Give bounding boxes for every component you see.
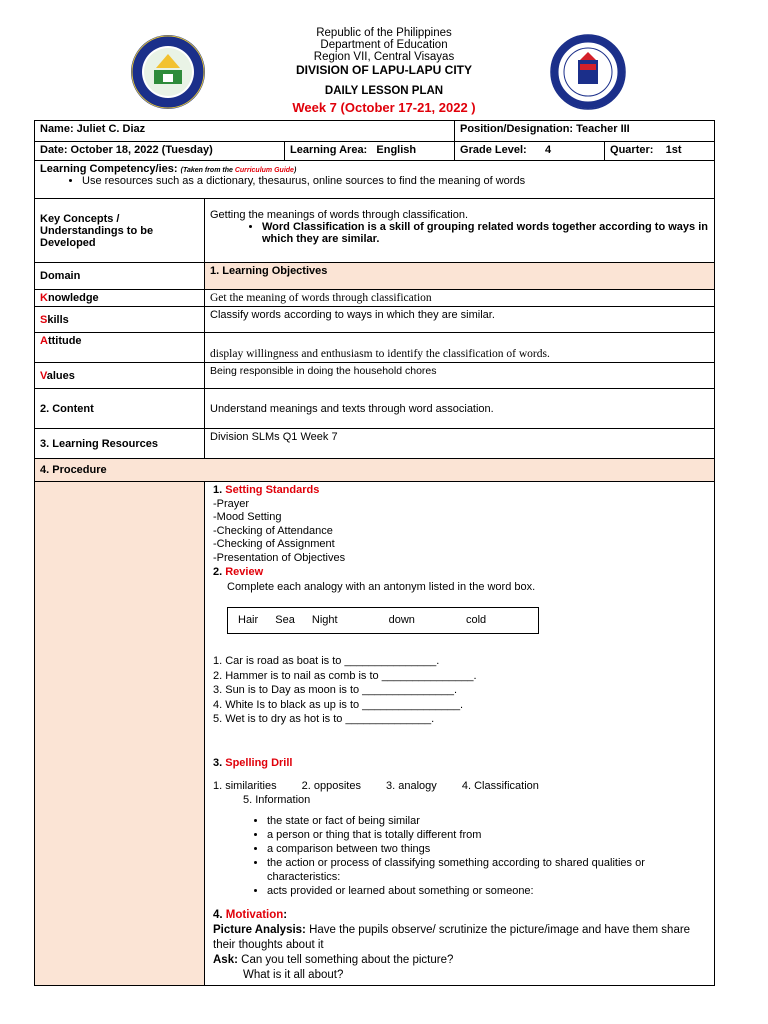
- word-box-item: down: [388, 613, 415, 626]
- note-prefix: (Taken from the: [180, 167, 235, 174]
- spelling-heading: [213, 757, 709, 771]
- name-cell: [35, 121, 455, 142]
- procedure-body: [205, 482, 715, 986]
- setting-num: 1.: [213, 484, 226, 496]
- setting-item: -Prayer: [213, 497, 250, 510]
- setting-item: -Checking of Assignment: [213, 538, 335, 551]
- setting-title: Setting Standards: [225, 484, 320, 496]
- definitions-list: [213, 814, 709, 898]
- key-concepts-label-text: Key Concepts / Understandings to be Developed: [40, 212, 154, 249]
- review-heading: [213, 566, 709, 580]
- content-label: [35, 389, 205, 429]
- spelling-word: 3. analogy: [386, 780, 437, 793]
- ask-line: [213, 953, 709, 968]
- analogy-item: 3. Sun is to Day as moon is to _______________.: [213, 684, 458, 697]
- review-instruction: Complete each analogy with an antonym listed in the word box.: [227, 581, 536, 594]
- objectives-heading-text: 1. Learning Objectives: [210, 265, 328, 277]
- word-box-item: Night: [311, 613, 338, 626]
- analogy-item: 1. Car is road as boat is to _______________.: [213, 655, 440, 668]
- attitude-first-letter: A: [40, 335, 48, 347]
- motivation-num: 4.: [213, 908, 226, 921]
- resources-label-text: 3. Learning Resources: [40, 437, 158, 450]
- skills-value: [205, 307, 715, 333]
- note-suffix: ): [293, 167, 297, 174]
- skills-rest: kills: [47, 313, 69, 326]
- setting-item: -Mood Setting: [213, 511, 282, 524]
- curriculum-guide-link: Curriculum Guide: [234, 167, 294, 174]
- resources-label: [35, 429, 205, 459]
- spelling-title: Spelling Drill: [225, 756, 293, 769]
- procedure-side-cell: [35, 482, 205, 986]
- attitude-label: [35, 333, 205, 363]
- skills-first-letter: S: [40, 313, 48, 326]
- content-value: [205, 389, 715, 429]
- knowledge-value: [205, 290, 715, 307]
- motivation-title: Motivation: [225, 908, 284, 921]
- content-text: Understand meanings and texts through word association.: [210, 402, 494, 415]
- analogy-item: 5. Wet is to dry as hot is to ______________.: [213, 713, 435, 726]
- teacher-name: Name: Juliet C. Diaz: [40, 123, 146, 135]
- ask-text: Can you tell something about the picture?: [237, 953, 454, 966]
- attitude-value: [205, 333, 715, 363]
- setting-standards-heading: [213, 484, 709, 498]
- spelling-word: 4. Classification: [461, 780, 539, 793]
- procedure-heading-text: 4. Procedure: [40, 464, 107, 476]
- picture-analysis-label: Picture Analysis:: [213, 923, 306, 936]
- position-cell: [455, 121, 715, 142]
- domain-label-text: Domain: [40, 270, 81, 282]
- competency-note: [181, 167, 297, 174]
- key-concepts-cell: [205, 199, 715, 263]
- word-box: [227, 607, 539, 635]
- resources-value: [205, 429, 715, 459]
- domain-label: [35, 263, 205, 290]
- setting-item: -Presentation of Objectives: [213, 551, 346, 564]
- skills-text: Classify words according to ways in which they are similar.: [210, 309, 495, 321]
- definition-item: • the state or fact of being similar: [267, 814, 709, 828]
- competency-label: Learning Competency/ies:: [40, 163, 178, 175]
- learning-area-value: English: [376, 144, 417, 156]
- values-label: [35, 363, 205, 389]
- motivation-colon: :: [283, 908, 288, 921]
- competency-item: • Use resources such as a dictionary, thesaurus, online sources to find the meaning of words: [82, 175, 709, 187]
- learning-area-label: Learning Area:: [290, 144, 368, 156]
- skills-label: [35, 307, 205, 333]
- word-box-item: cold: [465, 613, 487, 626]
- attitude-rest: ttitude: [47, 335, 82, 347]
- procedure-heading: [35, 459, 715, 482]
- attitude-text: display willingness and enthusiasm to identify the classification of words.: [210, 348, 550, 360]
- knowledge-rest: nowledge: [47, 292, 99, 304]
- word-box-item: Hair: [238, 613, 259, 626]
- position: Position/Designation: Teacher III: [460, 123, 630, 135]
- definition-item: • a person or thing that is totally different from: [267, 828, 709, 842]
- definition-item: • acts provided or learned about something or someone:: [267, 884, 709, 898]
- plan-title: DAILY LESSON PLAN: [324, 85, 444, 97]
- header-republic: Republic of the Philippines: [316, 27, 452, 39]
- review-title: Review: [225, 565, 264, 578]
- grade-cell: [455, 142, 605, 161]
- knowledge-first-letter: K: [40, 292, 48, 304]
- quarter-label: Quarter:: [610, 144, 654, 156]
- knowledge-text: Get the meaning of words through classification: [210, 292, 432, 304]
- knowledge-label: [35, 290, 205, 307]
- grade-label: Grade Level:: [460, 144, 527, 156]
- key-concepts-bullet: • Word Classification is a skill of grouping related words together according to ways in which they are similar.: [262, 221, 709, 245]
- analogy-item: 4. White Is to black as up is to ________________.: [213, 698, 464, 711]
- key-concepts-text: Getting the meanings of words through classification.: [210, 209, 469, 221]
- picture-analysis-text: Have the pupils observe/ scrutinize the picture/image and have them share their thoughts about it: [213, 923, 691, 951]
- lesson-date: Date: October 18, 2022 (Tuesday): [40, 144, 213, 156]
- setting-item: -Checking of Attendance: [213, 524, 333, 537]
- learning-area-cell: [285, 142, 455, 161]
- content-label-text: 2. Content: [40, 402, 94, 415]
- picture-analysis: [213, 923, 709, 953]
- grade-value: 4: [545, 144, 552, 156]
- header-department: Department of Education: [320, 39, 448, 51]
- values-rest: alues: [46, 369, 75, 382]
- definition-item: • a comparison between two things: [267, 842, 709, 856]
- motivation-heading: [213, 908, 709, 923]
- ask-label: Ask:: [213, 953, 238, 966]
- spelling-word: 5. Information: [243, 794, 311, 807]
- word-box-item: Sea: [275, 613, 295, 626]
- objectives-heading: [205, 263, 715, 290]
- competency-cell: [35, 161, 715, 199]
- values-value: [205, 363, 715, 389]
- analogy-item: 2. Hammer is to nail as comb is to _______________.: [213, 669, 477, 682]
- quarter-value: 1st: [665, 144, 682, 156]
- definition-item: • the action or process of classifying something according to shared qualities or characteristics:: [267, 856, 709, 884]
- ask-line-2: What is it all about?: [243, 968, 344, 981]
- header-division: DIVISION OF LAPU-LAPU CITY: [295, 63, 472, 77]
- quarter-cell: [605, 142, 715, 161]
- week-title: Week 7 (October 17-21, 2022 ): [292, 100, 476, 115]
- values-text: Being responsible in doing the household chores: [210, 365, 437, 377]
- date-cell: [35, 142, 285, 161]
- spelling-word: 1. similarities: [213, 780, 277, 793]
- spelling-words: [213, 780, 709, 794]
- resources-text: Division SLMs Q1 Week 7: [210, 431, 338, 443]
- header-region: Region VII, Central Visayas: [313, 51, 455, 63]
- spelling-num: 3.: [213, 756, 226, 769]
- values-first-letter: V: [40, 369, 47, 382]
- review-num: 2.: [213, 565, 226, 578]
- lesson-plan-table: [34, 120, 715, 986]
- spelling-word: 2. opposites: [301, 780, 361, 793]
- motivation-section: [213, 908, 709, 983]
- key-concepts-label: [35, 199, 205, 263]
